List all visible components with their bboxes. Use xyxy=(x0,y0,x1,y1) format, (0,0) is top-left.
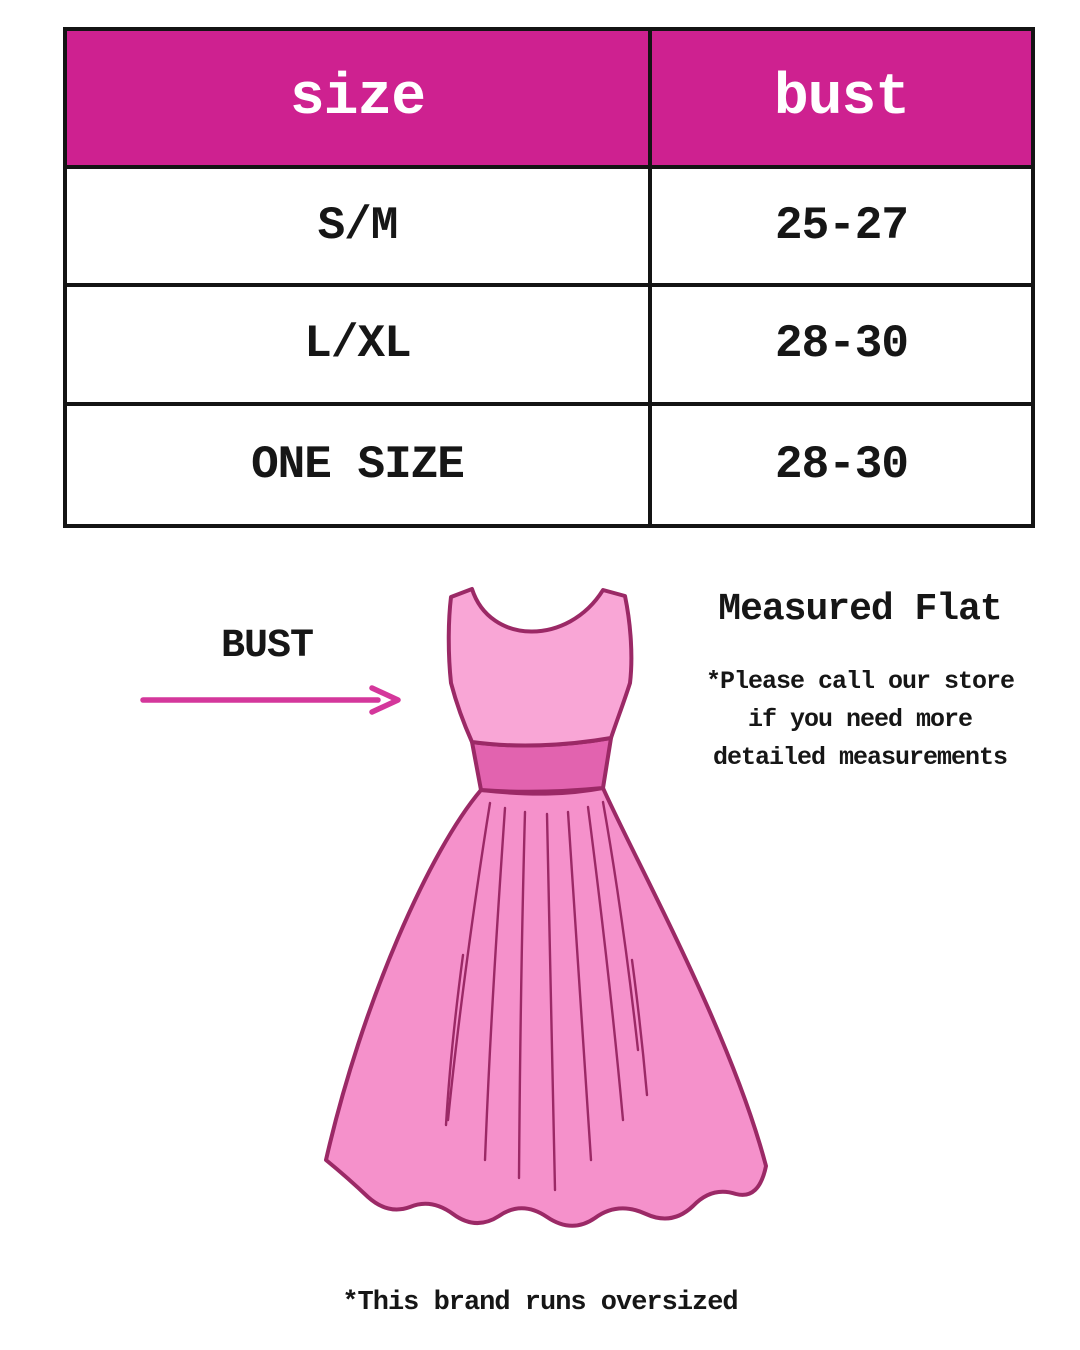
column-header-size: size xyxy=(67,31,652,169)
size-cell-row1: S/M xyxy=(67,169,652,287)
bust-cell-row1: 25-27 xyxy=(652,169,1031,287)
store-note-line-2: if you need more xyxy=(747,705,973,734)
bust-cell-row2: 28-30 xyxy=(652,287,1031,405)
dress-skirt xyxy=(326,788,766,1226)
store-note-line-1: *Please call our store xyxy=(705,667,1015,696)
store-note xyxy=(652,663,1068,777)
bust-cell-row3: 28-30 xyxy=(774,438,909,491)
column-header-bust: bust xyxy=(652,31,1031,169)
dress-bodice xyxy=(449,589,632,745)
brand-sizing-note: *This brand runs oversized xyxy=(342,1288,738,1318)
measurement-notes xyxy=(652,588,1068,777)
size-cell-row2: L/XL xyxy=(67,287,652,405)
measured-flat-heading: Measured Flat xyxy=(718,588,1002,631)
store-note-line-3: detailed measurements xyxy=(712,743,1008,772)
size-chart-table xyxy=(63,27,1035,528)
size-cell-row3: ONE SIZE xyxy=(67,406,652,524)
bust-measurement-label: BUST xyxy=(220,624,313,669)
